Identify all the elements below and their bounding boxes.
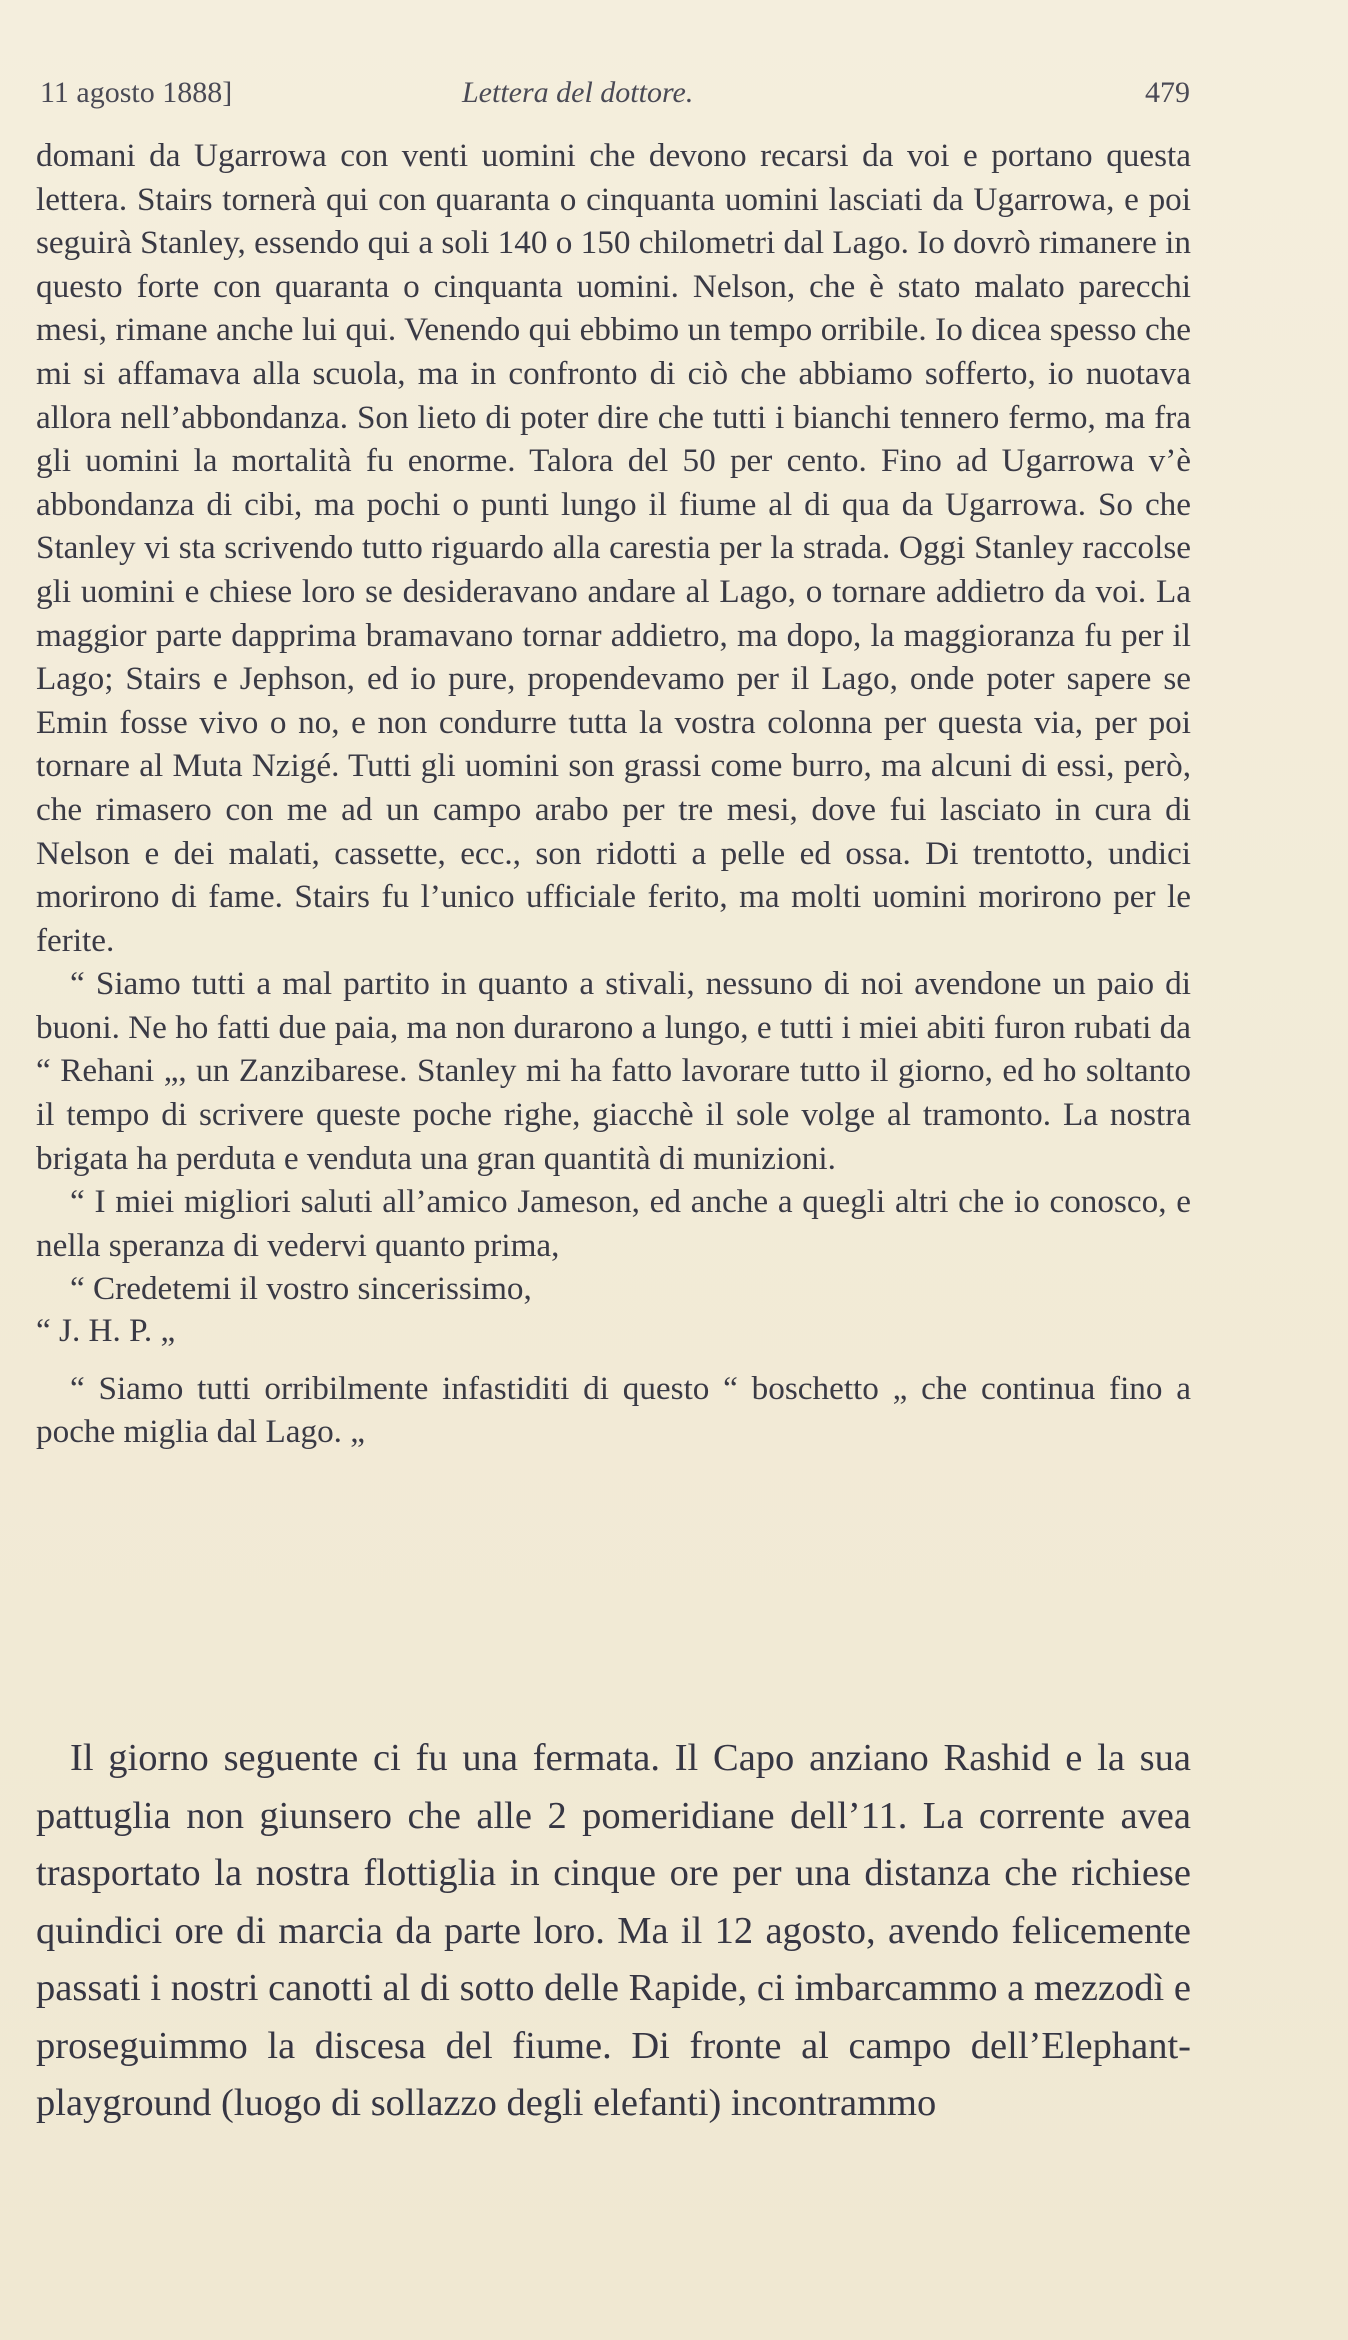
letter-signature: “ J. H. P. „ xyxy=(36,1312,176,1350)
narrative-text xyxy=(36,1730,1191,2133)
narrative-paragraph: Il giorno seguente ci fu una fermata. Il Capo anziano Rashid e la sua pattuglia non giunsero che alle 2 pomeridiane dell’11. La corrente avea trasportato la nostra flottiglia in cinque ore per una distanza che richiese quindici ore di marcia da parte loro. Ma il 12 agosto, avendo felicemente passati i nostri canotti al di sotto delle Rapide, ci imbarcammo a mezzodì e proseguimmo la discesa del fiume. Di fronte al campo dell’Elephant-playground (luogo di sollazzo degli elefanti) incontrammo xyxy=(36,1737,1191,2124)
running-header xyxy=(40,76,1190,116)
header-date: 11 agosto 1888] xyxy=(40,76,233,109)
letter-closing: “ Credetemi il vostro sincerissimo, xyxy=(70,1270,532,1308)
letter-paragraph: “ I miei migliori saluti all’amico Jameson, ed anche a quegli altri che io conosco, e nella speranza di vedervi quanto prima, xyxy=(36,1183,1191,1264)
letter-postscript: “ Siamo tutti orribilmente infastiditi di questo “ boschetto „ che continua fino a poche miglia dal Lago. „ xyxy=(36,1369,1191,1451)
page-number: 479 xyxy=(1145,76,1190,109)
letter-paragraph: “ Siamo tutti a mal partito in quanto a stivali, nessuno di noi avendone un paio di buoni. Ne ho fatti due paia, ma non durarono a lungo, e tutti i miei abiti furon rubati da “ Rehani „, un Zanzibarese. Stanley mi ha fatto lavorare tutto il giorno, ed ho soltanto il tempo di scrivere queste poche righe, giacchè il sole volge al tramonto. La nostra brigata ha perduta e venduta una gran quantità di munizioni. xyxy=(36,965,1191,1177)
header-title: Lettera del dottore. xyxy=(462,76,694,109)
letter-paragraph: domani da Ugarrowa con venti uomini che devono recarsi da voi e portano questa lettera. Stairs tornerà qui con quaranta o cinquanta uomini lasciati da Ugarrowa, e poi seguirà Stanley, essendo qui a soli 140 o 150 chilometri dal Lago. Io dovrò rimanere in questo forte con quaranta o cinquanta uomini. Nelson, che è stato malato parecchi mesi, rimane anche lui qui. Venendo qui ebbimo un tempo orribile. Io dicea spesso che mi si affamava alla scuola, ma in confronto di ciò che abbiamo sofferto, io nuotava allora nell’abbondanza. Son lieto di poter dire che tutti i bianchi tennero fermo, ma fra gli uomini la mortalità fu enorme. Talora del 50 per cento. Fino ad Ugarrowa v’è abbondanza di cibi, ma pochi o punti lungo il fiume al di qua da Ugarrowa. So che Stanley vi sta scrivendo tutto riguardo alla carestia per la strada. Oggi Stanley raccolse gli uomini e chiese loro se desideravano andare al Lago, o tornare addietro da voi. La maggior parte dapprima bramavano tornar addietro, ma dopo, la maggioranza fu per il Lago; Stairs e Jephson, ed io pure, propendevamo per il Lago, onde poter sapere se Emin fosse vivo o no, e non condurre tutta la vostra colonna per questa via, per poi tornare al Muta Nzigé. Tutti gli uomini son grassi come burro, ma alcuni di essi, però, che rimasero con me ad un campo arabo per tre mesi, dove fui lasciato in cura di Nelson e dei malati, cassette, ecc., son ridotti a pelle ed ossa. Di trentotto, undici morirono di fame. Stairs fu l’unico ufficiale ferito, ma molti uomini morirono per le ferite. xyxy=(36,137,1191,959)
letter-text xyxy=(36,134,1191,1454)
